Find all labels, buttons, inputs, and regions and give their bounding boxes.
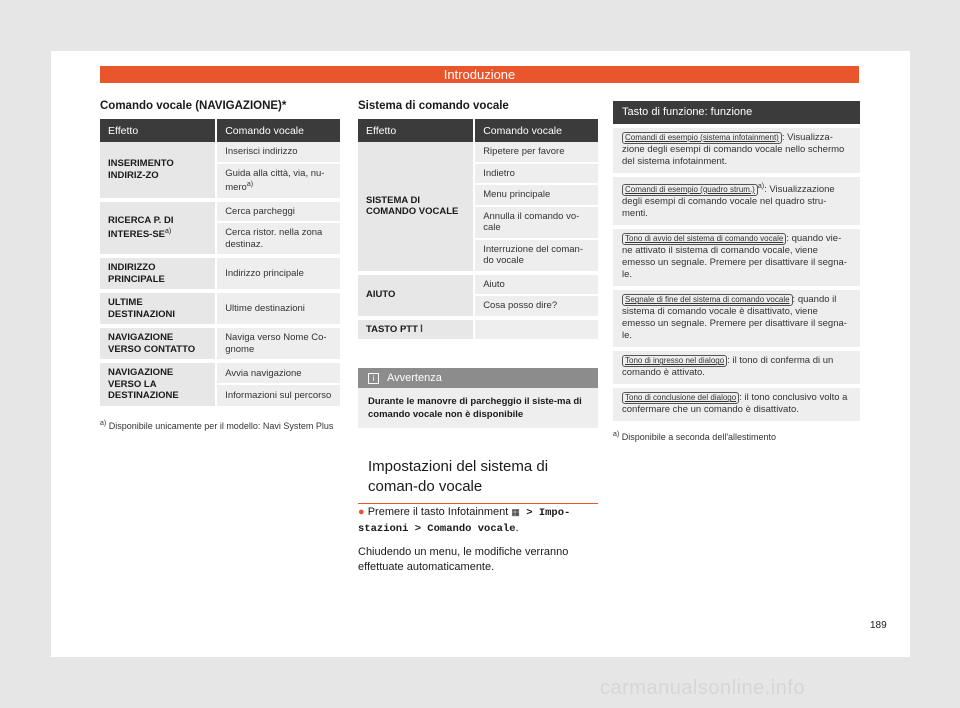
bullet-instruction: ● Premere il tasto Infotainment ▦ > Impo-stazioni > Comando vocale. — [358, 506, 571, 535]
function-item: Tono di conclusione del dialogo : il tono conclusivo volto a confermare che un comando è disattivato. — [613, 388, 860, 421]
command-cell: Aiuto — [473, 275, 598, 297]
function-key-label: Segnale di fine del sistema di comando vocale — [622, 294, 793, 306]
table-row — [100, 363, 340, 385]
command-cell: Avvia navigazione — [215, 363, 340, 385]
table-row — [100, 202, 340, 224]
command-cell: Naviga verso Nome Co-gnome — [215, 328, 340, 363]
ptt-icon: ⦚ — [417, 323, 423, 335]
effect-cell: NAVIGAZIONE VERSO CONTATTO — [100, 328, 215, 363]
watermark: carmanualsonline.info — [600, 677, 806, 699]
voice-system-heading: Sistema di comando vocale — [358, 100, 509, 112]
effect-cell: TASTO PTT ⦚ — [358, 320, 473, 344]
function-key-heading: Tasto di funzione: funzione — [613, 101, 860, 124]
voice-system-table — [358, 119, 598, 343]
paragraph: Chiudendo un menu, le modifiche verranno effettuate automaticamente. — [358, 546, 569, 573]
function-item: Tono di ingresso nel dialogo : il tono di conferma di un comando è attivato. — [613, 351, 860, 384]
section-title: Impostazioni del sistema di coman-do vocale — [358, 455, 598, 504]
command-cell: Cosa posso dire? — [473, 296, 598, 320]
effect-cell: INDIRIZZO PRINCIPALE — [100, 258, 215, 293]
warning-text: Durante le manovre di parcheggio il siste-ma di comando vocale non è disponibile — [358, 388, 598, 428]
function-item: Comandi di esempio (sistema infotainment) : Visualizza-zione degli esempi di comando vocale nello schermo del sistema infotainment. — [613, 128, 860, 173]
function-key-label: Comandi di esempio (sistema infotainment) — [622, 132, 782, 144]
chapter-header: Introduzione — [100, 66, 859, 83]
function-key-label: Tono di avvio del sistema di comando vocale — [622, 233, 786, 245]
col-effect-header: Effetto — [358, 119, 473, 142]
right-footnote: $^{a)}$ Disponibile a seconda dell'allestimento — [613, 431, 777, 443]
function-key-box — [613, 101, 860, 443]
command-cell: Ripetere per favore — [473, 142, 598, 164]
infotainment-key-icon: ▦ — [511, 507, 520, 517]
info-icon: i — [368, 373, 379, 384]
middle-column — [358, 100, 598, 343]
command-cell: Menu principale — [473, 185, 598, 207]
command-cell — [473, 320, 598, 344]
function-item: Segnale di fine del sistema di comando vocale : quando il sistema di comando vocale è disattivato, viene emesso un segnale. Premere per disattivare il segna-le. — [613, 290, 860, 347]
table-row — [100, 258, 340, 293]
effect-cell: ULTIME DESTINAZIONI — [100, 293, 215, 328]
function-item: Tono di avvio del sistema di comando vocale : quando vie-ne attivato il sistema di comando vocale, viene emesso un segnale. Premere per disattivare il segna-le. — [613, 229, 860, 286]
effect-cell: RICERCA P. DI INTERES-SE$^{a)}$ — [100, 202, 215, 259]
function-key-label: Tono di ingresso nel dialogo — [622, 355, 727, 367]
command-cell: Informazioni sul percorso — [215, 385, 340, 409]
command-cell: Cerca ristor. nella zona destinaz. — [215, 223, 340, 258]
command-cell: Indietro — [473, 164, 598, 186]
command-cell: Annulla il comando vo-cale — [473, 207, 598, 240]
page-number: 189 — [870, 620, 887, 631]
command-cell: Inserisci indirizzo — [215, 142, 340, 164]
command-cell: Interruzione del coman-do vocale — [473, 240, 598, 275]
command-cell: Ultime destinazioni — [215, 293, 340, 328]
function-item: Comandi di esempio (quadro strum.) $^{a)}$: Visualizzazione degli esempi di comando vocale nel quadro stru-menti. — [613, 177, 860, 225]
table-row — [100, 328, 340, 363]
table-row — [100, 293, 340, 328]
warning-box — [358, 368, 598, 428]
function-key-label: Comandi di esempio (quadro strum.) — [622, 184, 758, 196]
col-command-header: Comando vocale — [215, 119, 340, 142]
effect-cell: AIUTO — [358, 275, 473, 320]
effect-cell: INSERIMENTO INDIRIZ-ZO — [100, 142, 215, 202]
effect-cell: SISTEMA DI COMANDO VOCALE — [358, 142, 473, 275]
table-row — [358, 142, 598, 164]
function-key-label: Tono di conclusione del dialogo — [622, 392, 739, 404]
warning-header: i Avvertenza — [358, 368, 598, 388]
effect-cell: NAVIGAZIONE VERSO LA DESTINAZIONE — [100, 363, 215, 410]
table-row — [358, 320, 598, 344]
command-cell: Cerca parcheggi — [215, 202, 340, 224]
col-command-header: Comando vocale — [473, 119, 598, 142]
nav-voice-table — [100, 119, 340, 410]
col-effect-header: Effetto — [100, 119, 215, 142]
left-footnote: $^{a)}$ Disponibile unicamente per il modello: Navi System Plus — [100, 419, 334, 431]
table-row — [100, 142, 340, 164]
left-column — [100, 100, 340, 432]
bullet-icon: ● — [358, 506, 365, 518]
command-cell: Guida alla città, via, nu-mero$^{a)}$ — [215, 164, 340, 202]
table-row — [358, 275, 598, 297]
command-cell: Indirizzo principale — [215, 258, 340, 293]
nav-voice-heading: Comando vocale (NAVIGAZIONE)* — [100, 100, 287, 112]
